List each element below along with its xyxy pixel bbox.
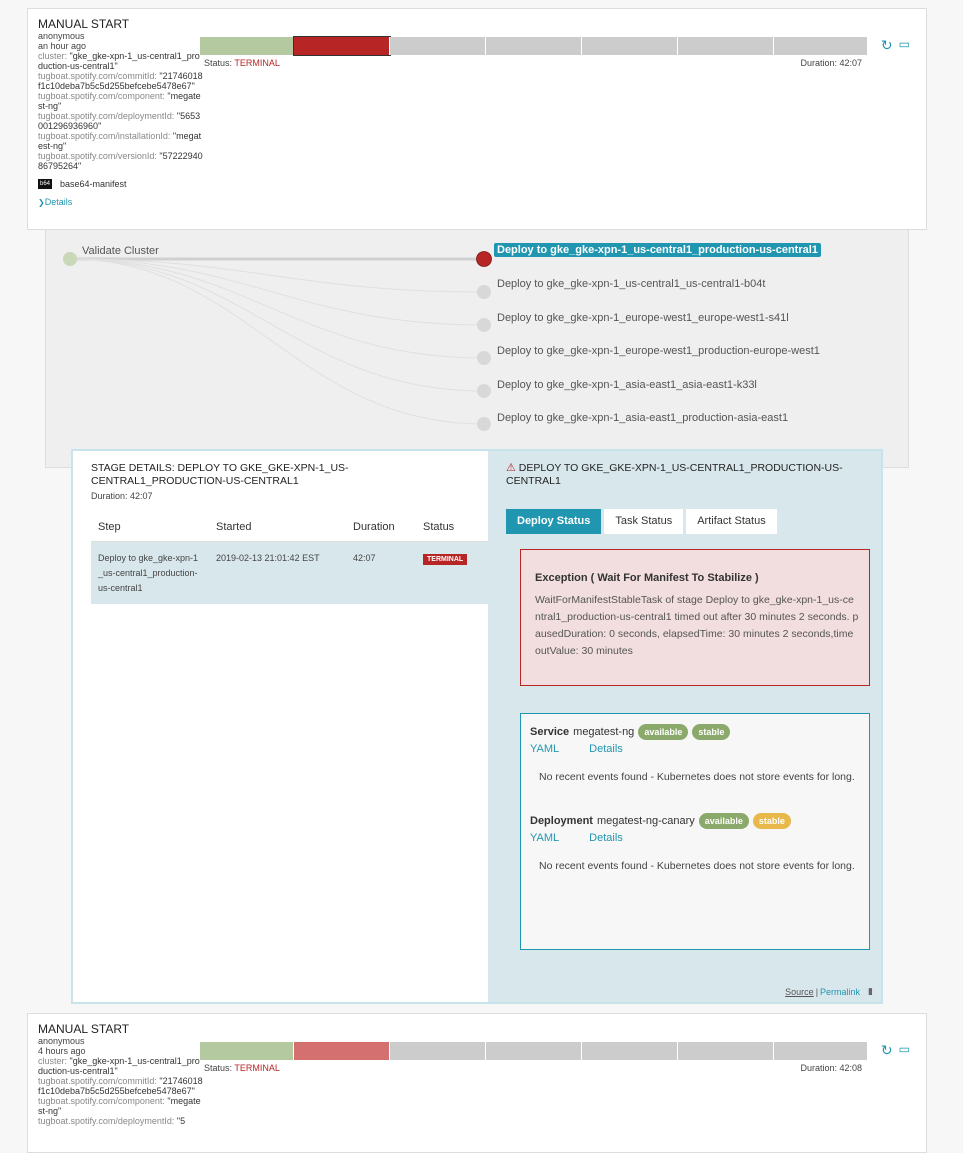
- chevron-down-icon: ❯: [38, 198, 45, 207]
- execution-actions: [881, 37, 910, 54]
- manifest-label: base64-manifest: [60, 179, 127, 189]
- stage-segment[interactable]: [200, 1042, 294, 1060]
- exception-title: Exception ( Wait For Manifest To Stabilize ): [535, 572, 759, 584]
- deploy-panel-title-text: DEPLOY TO GKE_GKE-XPN-1_US-CENTRAL1_PRODUCTION-US-CENTRAL1: [506, 462, 843, 487]
- badge-available: available: [638, 724, 688, 740]
- execution-tag: tugboat.spotify.com/component: "megatest-ng": [38, 1096, 201, 1116]
- column-status: Status: [416, 513, 488, 541]
- stage-deploy-europe-west1-production[interactable]: Deploy to gke_gke-xpn-1_europe-west1_production-europe-west1: [497, 345, 820, 357]
- badge-stable: stable: [753, 813, 791, 829]
- stage-segment[interactable]: [390, 37, 486, 55]
- resource-name: megatest-ng-canary: [596, 815, 695, 827]
- stage-details-title: STAGE DETAILS: DEPLOY TO GKE_GKE-XPN-1_US-CENTRAL1_PRODUCTION-US-CENTRAL1: [91, 462, 349, 487]
- column-started: Started: [209, 513, 346, 541]
- execution-trigger-title: MANUAL START: [38, 17, 130, 31]
- warning-icon: ⚠: [506, 462, 516, 474]
- execution-tag: tugboat.spotify.com/versionId: "5722294086795264": [38, 151, 203, 171]
- tab-task-status[interactable]: Task Status: [604, 509, 683, 534]
- execution-tag: tugboat.spotify.com/installationId: "megatest-ng": [38, 131, 202, 151]
- execution-info: [38, 1022, 203, 1126]
- exception-message: WaitForManifestStableTask of stage Deploy to gke_gke-xpn-1_us-central1_production-us-central1 timed out after 30 minutes 2 seconds. pausedDuration: 0 seconds, elapsedTime: 30 minutes 2 seconds,timeoutValue: 30 minutes: [535, 594, 859, 657]
- execution-time-ago: an hour ago: [38, 41, 87, 51]
- deploy-panel-title: [506, 462, 876, 488]
- details-link[interactable]: Details: [589, 832, 623, 844]
- status-value: TERMINAL: [234, 1063, 280, 1073]
- resource-events: No recent events found - Kubernetes does not store events for long.: [539, 860, 855, 872]
- execution-card: [27, 1013, 927, 1153]
- stage-segment[interactable]: [774, 37, 868, 55]
- stage-deploy-us-central1-production[interactable]: Deploy to gke_gke-xpn-1_us-central1_production-us-central1: [494, 243, 821, 257]
- panel-footer: [785, 986, 873, 997]
- resource-kind: Deployment: [530, 815, 593, 827]
- resource-service: [530, 724, 860, 786]
- pipeline-graph: [45, 230, 909, 468]
- stage-segment[interactable]: [678, 1042, 774, 1060]
- execution-progress-bar: [200, 37, 868, 55]
- stage-details-panel: [71, 449, 883, 1004]
- manifest-resources: [520, 713, 870, 950]
- stage-segment[interactable]: [294, 1042, 390, 1060]
- execution-tag: tugboat.spotify.com/commitId: "21746018f1c10deba7b5c5d255befcebe5478e67": [38, 71, 203, 91]
- execution-user: anonymous: [38, 1036, 85, 1046]
- source-link[interactable]: Source: [785, 986, 814, 997]
- column-step: Step: [91, 513, 209, 541]
- column-duration: Duration: [346, 513, 416, 541]
- details-link[interactable]: Details: [589, 743, 623, 755]
- execution-progress-bar: [200, 1042, 868, 1060]
- status-label: Status:: [204, 58, 233, 68]
- stage-segment[interactable]: [678, 37, 774, 55]
- restart-icon[interactable]: ↻: [880, 37, 893, 53]
- clipboard-icon[interactable]: ▮: [868, 986, 873, 996]
- delete-icon[interactable]: ▭: [898, 1042, 910, 1056]
- execution-duration: Duration: 42:08: [800, 1063, 862, 1073]
- details-toggle[interactable]: [38, 197, 72, 208]
- permalink-link[interactable]: Permalink: [820, 986, 861, 997]
- badge-stable: stable: [692, 724, 730, 740]
- execution-status: [204, 58, 280, 68]
- status-label: Status:: [204, 1063, 233, 1073]
- resource-deployment: [530, 813, 860, 875]
- execution-time-ago: 4 hours ago: [38, 1046, 86, 1056]
- details-label: Details: [44, 197, 73, 207]
- stage-segment[interactable]: [486, 37, 582, 55]
- tab-deploy-status[interactable]: Deploy Status: [506, 509, 601, 534]
- deploy-tabs: [506, 509, 777, 534]
- execution-tags: [38, 51, 203, 171]
- manifest-artifact[interactable]: [38, 179, 203, 189]
- yaml-link[interactable]: YAML: [530, 832, 560, 844]
- separator: |: [815, 986, 819, 997]
- yaml-link[interactable]: YAML: [530, 743, 560, 755]
- exception-box: [520, 549, 870, 686]
- execution-tags: [38, 1056, 203, 1126]
- resource-events: No recent events found - Kubernetes does not store events for long.: [539, 771, 855, 783]
- delete-icon[interactable]: ▭: [898, 37, 910, 51]
- execution-trigger-title: MANUAL START: [38, 1022, 130, 1036]
- stage-segment[interactable]: [390, 1042, 486, 1060]
- step-started: 2019-02-13 21:01:42 EST: [209, 541, 346, 604]
- stage-validate-cluster[interactable]: Validate Cluster: [82, 245, 159, 257]
- execution-user: anonymous: [38, 31, 85, 41]
- execution-tag: tugboat.spotify.com/deploymentId: "5: [38, 1116, 186, 1126]
- execution-tag: tugboat.spotify.com/component: "megatest-ng": [38, 91, 201, 111]
- execution-tag: cluster: "gke_gke-xpn-1_us-central1_production-us-central1": [38, 51, 200, 71]
- stage-steps-pane: [73, 451, 488, 1002]
- step-name: Deploy to gke_gke-xpn-1_us-central1_production-us-central1: [91, 541, 209, 604]
- execution-duration: Duration: 42:07: [800, 58, 862, 68]
- node-validate-cluster: [63, 252, 77, 266]
- execution-card: [27, 8, 927, 230]
- status-value: TERMINAL: [234, 58, 280, 68]
- step-duration: 42:07: [346, 541, 416, 604]
- stage-segment[interactable]: [200, 37, 294, 55]
- stage-segment[interactable]: [774, 1042, 868, 1060]
- restart-icon[interactable]: ↻: [880, 1042, 893, 1058]
- stage-segment[interactable]: [582, 37, 678, 55]
- execution-info: [38, 17, 203, 208]
- badge-available: available: [699, 813, 749, 829]
- execution-tag: tugboat.spotify.com/commitId: "21746018f1c10deba7b5c5d255befcebe5478e67": [38, 1076, 203, 1096]
- stage-deploy-asia-east1-production[interactable]: Deploy to gke_gke-xpn-1_asia-east1_production-asia-east1: [497, 412, 789, 424]
- stage-deploy-europe-west1-s41l[interactable]: Deploy to gke_gke-xpn-1_europe-west1_europe-west1-s41l: [497, 312, 789, 324]
- execution-tag: cluster: "gke_gke-xpn-1_us-central1_production-us-central1": [38, 1056, 200, 1076]
- execution-status: [204, 1063, 280, 1073]
- step-status: [416, 541, 488, 604]
- deploy-status-pane: [488, 451, 881, 1002]
- resource-kind: Service: [530, 726, 570, 738]
- status-badge: TERMINAL: [423, 554, 467, 565]
- steps-table: [91, 513, 488, 604]
- stage-deploy-asia-east1-k33l[interactable]: Deploy to gke_gke-xpn-1_asia-east1_asia-east1-k33l: [497, 379, 757, 391]
- stage-segment[interactable]: [582, 1042, 678, 1060]
- execution-tag: tugboat.spotify.com/deploymentId: "5653001296936960": [38, 111, 201, 131]
- stage-duration: Duration: 42:07: [91, 491, 153, 501]
- stage-segment[interactable]: [486, 1042, 582, 1060]
- execution-actions: [881, 1042, 910, 1059]
- table-row[interactable]: [91, 541, 488, 604]
- stage-segment[interactable]: [294, 37, 390, 55]
- tab-artifact-status[interactable]: Artifact Status: [686, 509, 776, 534]
- base64-icon: b64: [40, 181, 51, 187]
- resource-name: megatest-ng: [573, 726, 635, 738]
- stage-deploy-us-central1-b04t[interactable]: Deploy to gke_gke-xpn-1_us-central1_us-central1-b04t: [497, 278, 766, 290]
